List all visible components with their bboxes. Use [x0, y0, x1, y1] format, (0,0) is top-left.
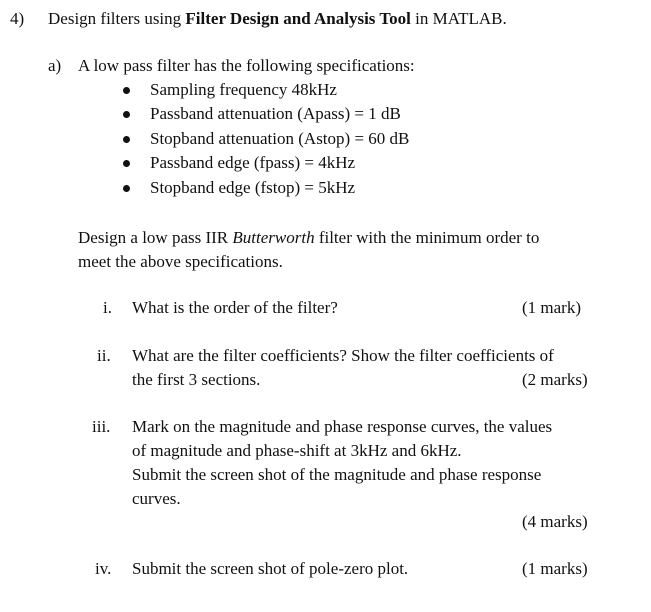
- subquestion-text: the first 3 sections.: [132, 370, 261, 389]
- subquestion-numeral: i.: [103, 298, 112, 317]
- spec-item: Stopband attenuation (Astop) = 60 dB: [150, 129, 410, 148]
- spec-item: Passband edge (fpass) = 4kHz: [150, 153, 356, 172]
- subquestion-numeral: ii.: [97, 346, 111, 365]
- subquestion-numeral: iv.: [95, 559, 112, 578]
- subquestion-marks: (2 marks): [522, 370, 588, 389]
- question-intro-suffix: in MATLAB.: [410, 9, 507, 28]
- question-intro-prefix: Design filters using: [48, 9, 186, 28]
- design-prefix: Design a low pass IIR: [78, 228, 233, 247]
- part-a-label: a): [48, 56, 62, 75]
- subquestion-text: Mark on the magnitude and phase response curves, the values: [132, 417, 553, 436]
- subquestion-text: Submit the screen shot of the magnitude and phase response: [132, 465, 542, 484]
- question-intro: [48, 9, 507, 29]
- part-a-intro: A low pass filter has the following specifications:: [78, 56, 415, 75]
- bullet-icon: [123, 160, 130, 167]
- subquestion-text: What are the filter coefficients? Show the filter coefficients of: [132, 346, 554, 365]
- subquestion-marks: (4 marks): [522, 512, 588, 531]
- spec-item: Sampling frequency 48kHz: [150, 80, 337, 99]
- bullet-icon: [123, 87, 130, 94]
- design-filter-type: Butterworth: [232, 228, 315, 247]
- subquestion-marks: (1 marks): [522, 559, 588, 578]
- question-number: 4): [10, 9, 25, 28]
- design-suffix: filter with the minimum order to: [314, 228, 540, 247]
- subquestion-text: of magnitude and phase-shift at 3kHz and 6kHz.: [132, 441, 462, 460]
- subquestion-marks: (1 mark): [522, 298, 582, 317]
- design-instruction-line1: [78, 228, 539, 248]
- spec-item: Passband attenuation (Apass) = 1 dB: [150, 104, 401, 123]
- subquestion-text: curves.: [132, 489, 181, 508]
- subquestion-text: What is the order of the filter?: [132, 298, 338, 317]
- bullet-icon: [123, 136, 130, 143]
- bullet-icon: [123, 111, 130, 118]
- subquestion-text: Submit the screen shot of pole-zero plot.: [132, 559, 409, 578]
- spec-item: Stopband edge (fstop) = 5kHz: [150, 178, 356, 197]
- bullet-icon: [123, 185, 130, 192]
- design-instruction-line2: meet the above specifications.: [78, 252, 283, 271]
- subquestion-numeral: iii.: [92, 417, 111, 436]
- question-intro-tool-name: Filter Design and Analysis Tool: [185, 9, 411, 28]
